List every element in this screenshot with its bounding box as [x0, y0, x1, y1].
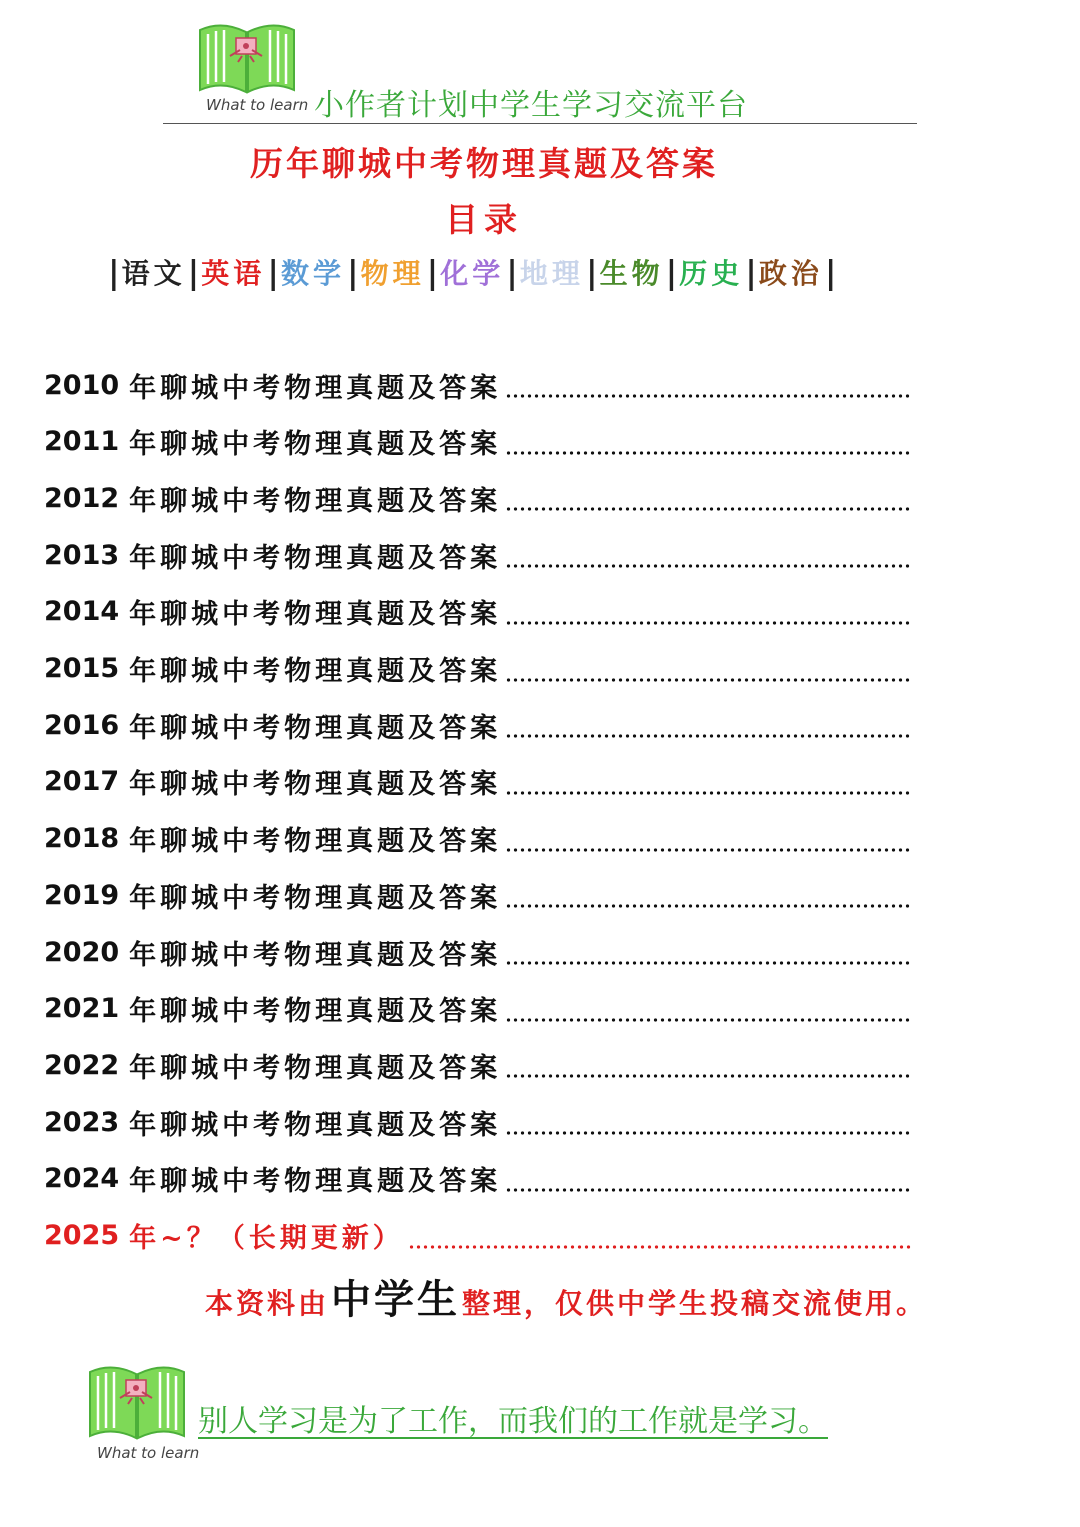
toc-title: 年聊城中考物理真题及答案	[129, 656, 502, 687]
toc-entry[interactable]	[44, 814, 912, 864]
open-book-icon	[196, 16, 298, 96]
toc-leader-dots	[505, 960, 912, 966]
nav-separator: |	[108, 253, 120, 291]
toc-title: 年聊城中考物理真题及答案	[129, 769, 502, 801]
toc-heading: 目录	[445, 200, 523, 239]
toc-leader-dots	[505, 1017, 912, 1023]
toc-entry[interactable]	[44, 700, 912, 750]
toc-title: 年聊城中考物理真题及答案	[129, 1166, 502, 1198]
toc-year: 2025	[44, 1220, 120, 1251]
toc-leader-dots	[505, 847, 912, 853]
footer-motto: 别人学习是为了工作，而我们的工作就是学习。	[198, 1404, 828, 1439]
toc-title: 年聊城中考物理真题及答案	[129, 712, 502, 744]
toc-leader-dots	[505, 790, 912, 796]
toc-year: 2020	[44, 936, 120, 968]
toc-title: 年聊城中考物理真题及答案	[129, 939, 502, 971]
notice-emphasis: 中学生	[331, 1276, 461, 1323]
platform-title: 小作者计划中学生学习交流平台	[314, 88, 748, 123]
toc-year: 2016	[44, 709, 120, 741]
toc-entry[interactable]	[44, 530, 912, 580]
open-book-icon	[86, 1356, 188, 1442]
toc-year: 2019	[44, 879, 120, 911]
toc-year: 2011	[44, 426, 120, 458]
toc-entry[interactable]	[44, 1097, 912, 1147]
toc-title: 年聊城中考物理真题及答案	[129, 1052, 502, 1084]
toc-year: 2013	[44, 539, 120, 571]
toc-entry[interactable]	[44, 360, 912, 410]
toc-leader-dots	[505, 733, 912, 739]
toc-entry[interactable]	[44, 757, 912, 807]
subject-link-2[interactable]: 数学	[280, 257, 345, 290]
header-divider	[163, 123, 917, 124]
toc-year: 2014	[44, 596, 120, 628]
toc-entry[interactable]	[44, 870, 912, 920]
subject-link-6[interactable]: 生物	[599, 257, 664, 290]
toc-title: 年聊城中考物理真题及答案	[129, 542, 502, 574]
notice-part1: 本资料由	[205, 1287, 330, 1320]
toc-year: 2022	[44, 1049, 120, 1081]
toc-year: 2024	[44, 1163, 120, 1195]
toc-leader-dots	[505, 677, 912, 683]
nav-separator: |	[665, 253, 678, 291]
toc-entry[interactable]	[44, 417, 912, 467]
toc-leader-dots	[505, 1130, 912, 1136]
nav-separator: |	[426, 253, 439, 291]
toc-entry[interactable]	[44, 587, 912, 637]
toc-entry[interactable]	[44, 1040, 912, 1090]
subject-link-4[interactable]: 化学	[440, 257, 505, 290]
subject-link-5[interactable]: 地理	[519, 257, 584, 290]
toc-leader-dots	[505, 620, 912, 626]
toc-leader-dots	[505, 903, 912, 909]
toc-entry[interactable]	[44, 644, 912, 694]
footer-logo	[86, 1356, 188, 1442]
toc-title: 年聊城中考物理真题及答案	[129, 882, 502, 914]
toc-year: 2021	[44, 993, 120, 1025]
nav-separator: |	[506, 253, 518, 291]
toc-entry[interactable]	[44, 1154, 912, 1204]
toc-year: 2017	[44, 766, 120, 798]
toc-entry[interactable]	[44, 927, 912, 977]
toc-year: 2012	[44, 482, 120, 514]
document-title: 历年聊城中考物理真题及答案	[250, 144, 718, 183]
nav-separator: |	[346, 253, 359, 291]
subject-link-7[interactable]: 历史	[679, 257, 744, 290]
toc-leader-dots	[505, 1073, 912, 1079]
toc-title: 年聊城中考物理真题及答案	[129, 372, 502, 404]
header-logo	[196, 16, 298, 96]
nav-separator: |	[745, 253, 757, 291]
toc-year: 2023	[44, 1106, 120, 1138]
toc-leader-dots	[505, 506, 912, 512]
toc-leader-dots	[505, 1187, 912, 1193]
subject-link-1[interactable]: 英语	[201, 257, 266, 290]
toc-title: 年~？（长期更新）	[129, 1223, 404, 1254]
header-logo-caption: What to learn	[206, 96, 309, 114]
subject-link-0[interactable]: 语文	[121, 257, 186, 290]
usage-notice	[205, 1268, 927, 1325]
nav-separator: |	[585, 253, 598, 291]
toc-entry[interactable]	[44, 984, 912, 1034]
toc-title: 年聊城中考物理真题及答案	[129, 429, 502, 461]
toc-year: 2018	[44, 823, 120, 855]
nav-separator: |	[267, 253, 279, 291]
toc-entry[interactable]	[44, 473, 912, 523]
toc-leader-dots	[408, 1244, 912, 1250]
subject-nav	[106, 250, 839, 294]
toc-leader-dots	[505, 450, 912, 456]
toc-entry-future[interactable]	[44, 1211, 912, 1261]
toc-title: 年聊城中考物理真题及答案	[129, 485, 502, 517]
toc-title: 年聊城中考物理真题及答案	[129, 599, 502, 631]
subject-link-8[interactable]: 政治	[758, 257, 823, 290]
nav-separator: |	[187, 253, 200, 291]
toc-title: 年聊城中考物理真题及答案	[129, 826, 502, 858]
footer-logo-caption: What to learn	[97, 1444, 200, 1462]
subject-link-3[interactable]: 物理	[360, 257, 425, 290]
toc-title: 年聊城中考物理真题及答案	[129, 1109, 502, 1141]
toc-title: 年聊城中考物理真题及答案	[129, 996, 502, 1028]
notice-part2: 整理，仅供中学生投稿交流使用。	[462, 1287, 928, 1320]
toc-leader-dots	[505, 393, 912, 399]
toc-leader-dots	[505, 563, 912, 569]
toc-year: 2015	[44, 653, 120, 684]
toc-year: 2010	[44, 369, 120, 401]
nav-separator: |	[824, 253, 837, 291]
